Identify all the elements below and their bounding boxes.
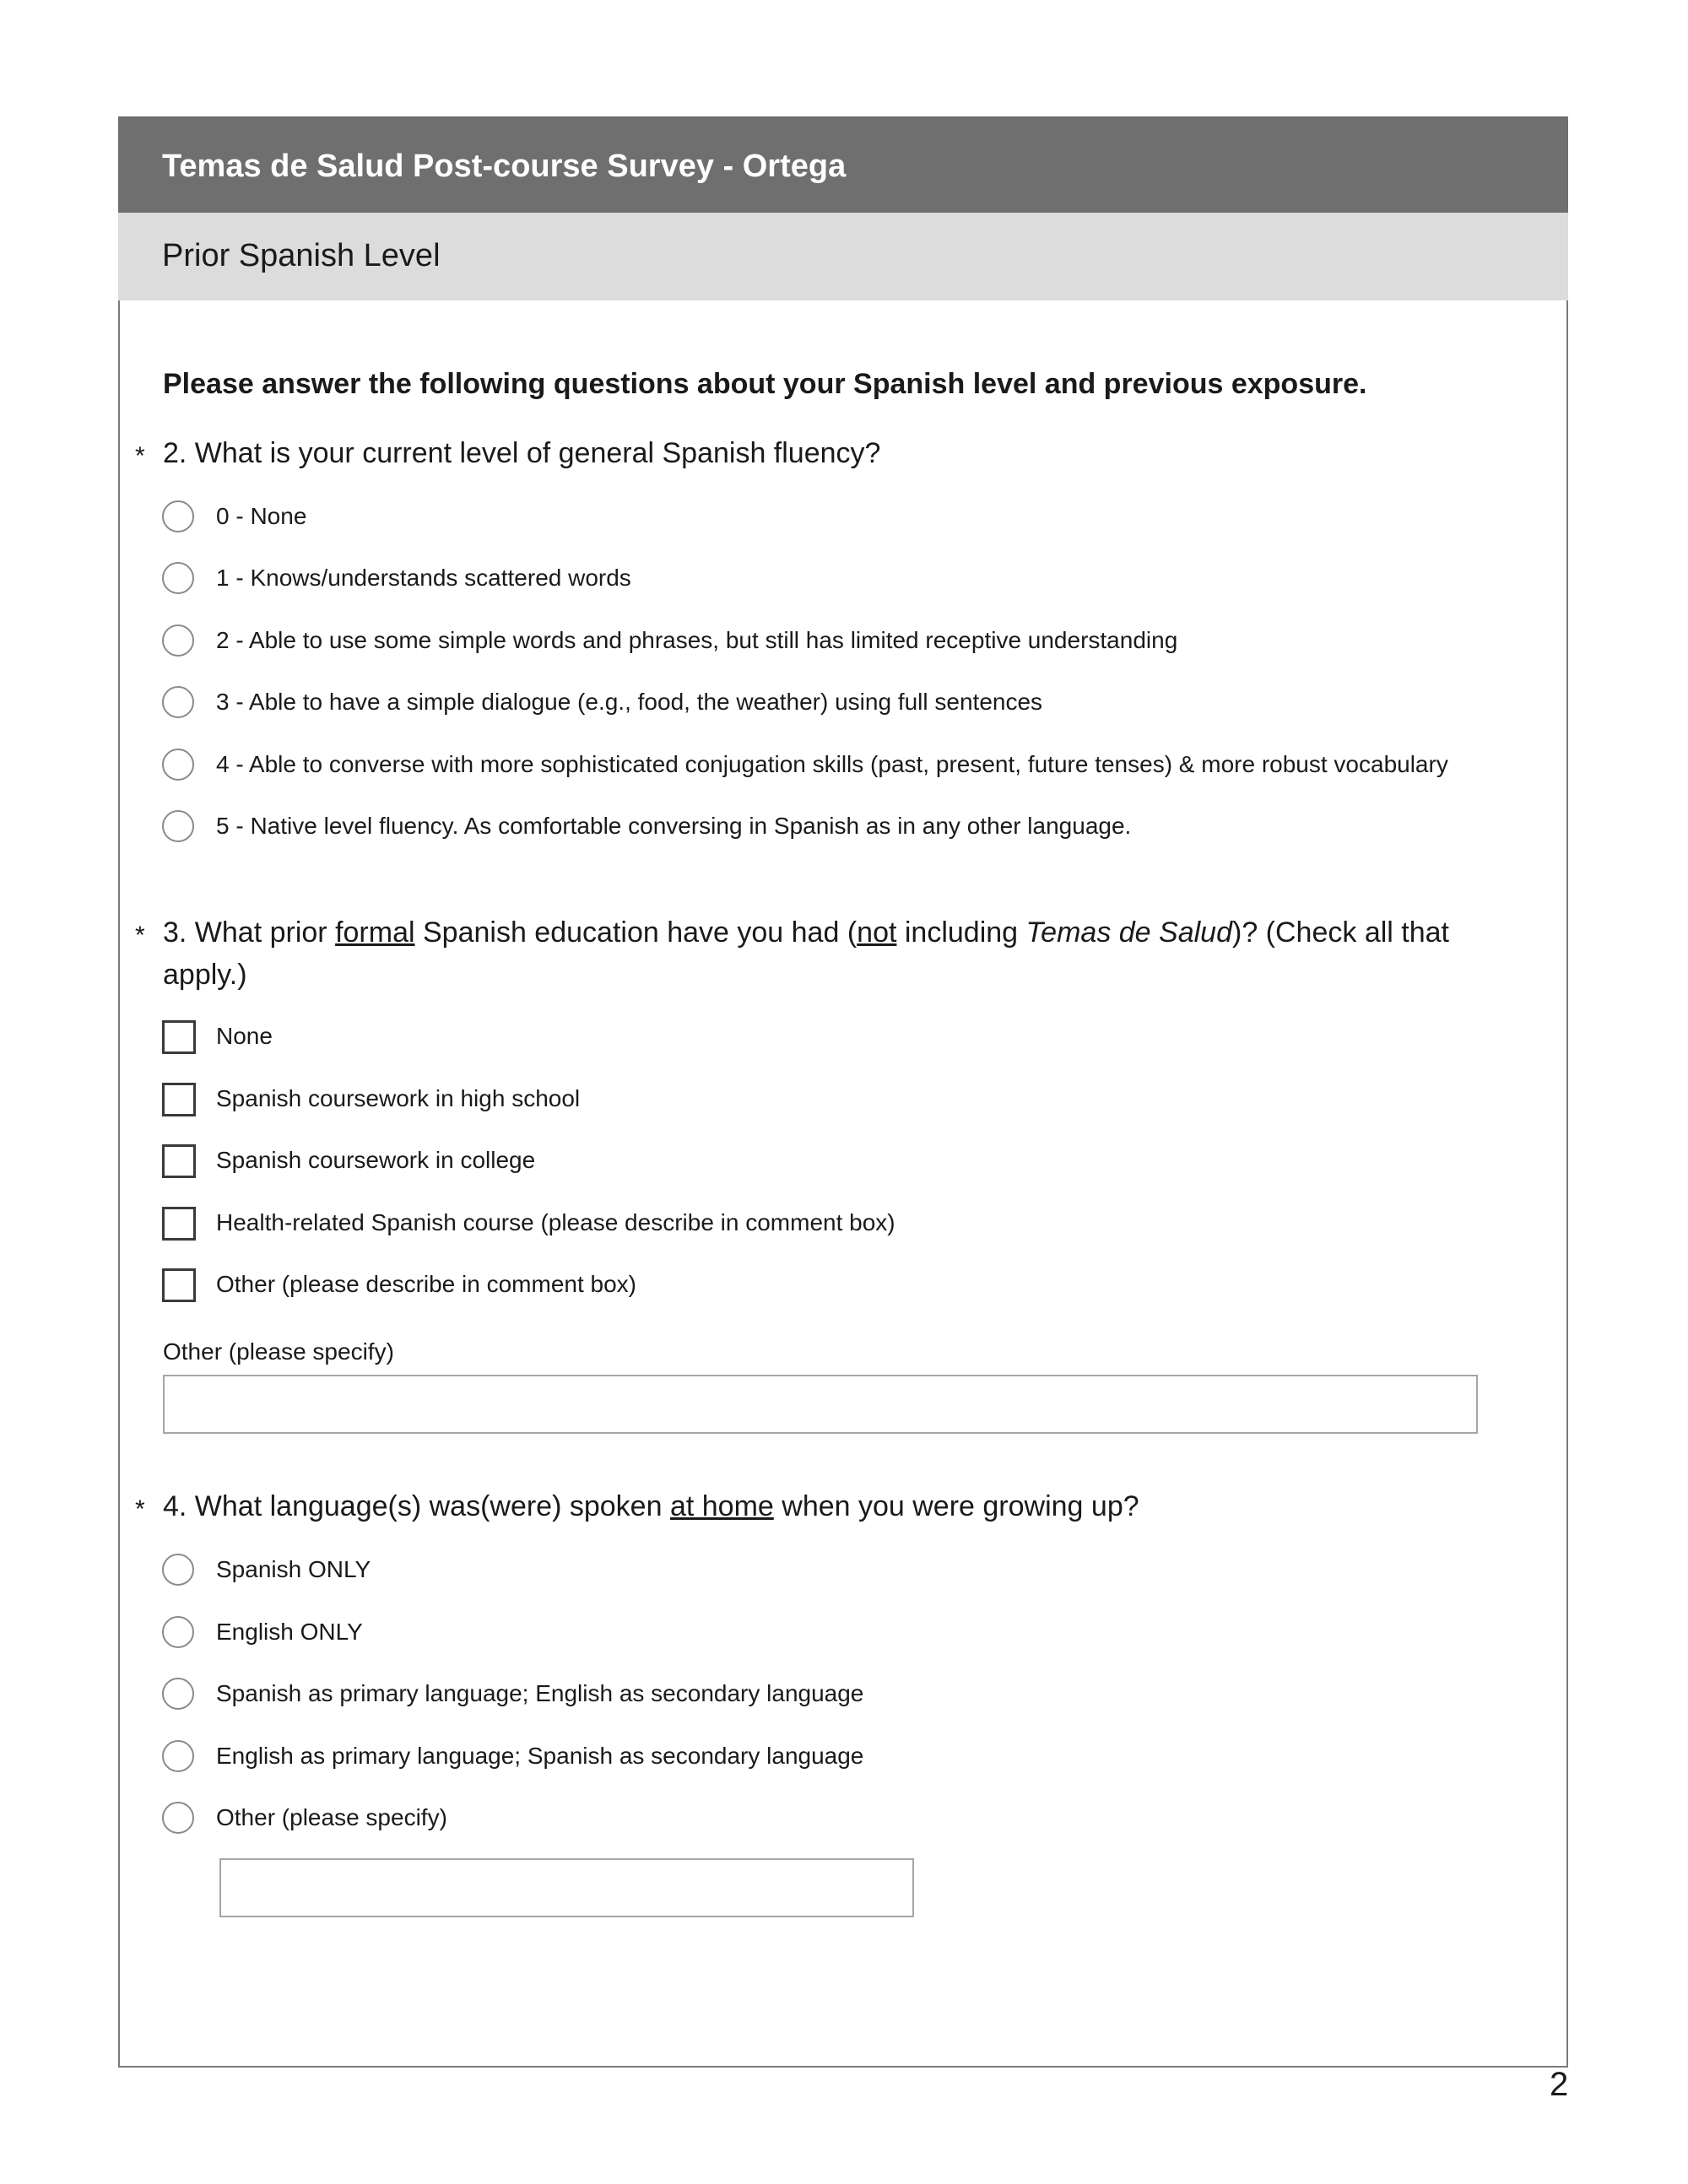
option-label: English ONLY bbox=[216, 1619, 363, 1645]
question-4-text bbox=[163, 1485, 1480, 1527]
question-3-text-part: )? (Check all that apply.) bbox=[163, 916, 1449, 991]
question-3-italic-course: Temas de Salud bbox=[1025, 916, 1232, 949]
option-label: Spanish as primary language; English as secondary language bbox=[216, 1680, 864, 1706]
option-label: Spanish ONLY bbox=[216, 1556, 371, 1582]
radio-button[interactable] bbox=[162, 1802, 194, 1834]
question-3-underline-not: not bbox=[857, 916, 897, 949]
q4-other-input[interactable] bbox=[219, 1858, 914, 1917]
intro-text: Please answer the following questions about your Spanish level and previous exposure. bbox=[163, 368, 1367, 400]
option-label: 4 - Able to converse with more sophisticated conjugation skills (past, present, future tenses) & more robust vocabulary bbox=[216, 751, 1448, 777]
question-3-text-part: including bbox=[896, 916, 1026, 949]
radio-button[interactable] bbox=[162, 562, 194, 594]
radio-button[interactable] bbox=[162, 624, 194, 657]
radio-button[interactable] bbox=[162, 810, 194, 842]
option-label: 5 - Native level fluency. As comfortable conversing in Spanish as in any other language. bbox=[216, 813, 1132, 839]
question-3-text bbox=[163, 911, 1463, 996]
question-3-text-part: 3. What prior bbox=[163, 916, 336, 949]
checkbox[interactable] bbox=[162, 1020, 196, 1054]
radio-button[interactable] bbox=[162, 1678, 194, 1710]
option-label: Other (please describe in comment box) bbox=[216, 1271, 636, 1297]
question-4 bbox=[135, 1485, 1480, 1527]
question-4-text-part: when you were growing up? bbox=[773, 1490, 1139, 1522]
option-label: 3 - Able to have a simple dialogue (e.g., food, the weather) using full sentences bbox=[216, 689, 1043, 715]
option-label: English as primary language; Spanish as secondary language bbox=[216, 1743, 864, 1769]
radio-button[interactable] bbox=[162, 1740, 194, 1772]
radio-button[interactable] bbox=[162, 1616, 194, 1648]
radio-button[interactable] bbox=[162, 686, 194, 718]
question-3 bbox=[135, 911, 1463, 996]
question-3-text-part: Spanish education have you had ( bbox=[414, 916, 858, 949]
q3-other-label: Other (please specify) bbox=[163, 1338, 394, 1365]
option-label: 0 - None bbox=[216, 503, 307, 529]
survey-title-bar bbox=[118, 118, 1568, 213]
option-label: Spanish coursework in college bbox=[216, 1147, 536, 1173]
required-marker: * bbox=[135, 1495, 145, 1523]
checkbox[interactable] bbox=[162, 1268, 196, 1302]
checkbox[interactable] bbox=[162, 1083, 196, 1116]
q3-other-input[interactable] bbox=[163, 1375, 1478, 1434]
checkbox[interactable] bbox=[162, 1207, 196, 1241]
question-4-text-part: 4. What language(s) was(were) spoken bbox=[163, 1490, 670, 1522]
section-header bbox=[118, 213, 1568, 300]
required-marker: * bbox=[135, 442, 145, 470]
radio-button[interactable] bbox=[162, 749, 194, 781]
option-label: None bbox=[216, 1023, 273, 1049]
section-title: Prior Spanish Level bbox=[162, 238, 441, 273]
question-3-underline-formal: formal bbox=[335, 916, 415, 949]
question-2-text: 2. What is your current level of general Spanish fluency? bbox=[163, 437, 881, 469]
question-2 bbox=[135, 432, 1480, 474]
page-number: 2 bbox=[1550, 2066, 1569, 2103]
option-label: Other (please specify) bbox=[216, 1804, 447, 1830]
radio-button[interactable] bbox=[162, 1554, 194, 1586]
option-label: Spanish coursework in high school bbox=[216, 1085, 581, 1111]
option-label: Health-related Spanish course (please describe in comment box) bbox=[216, 1209, 895, 1235]
option-label: 1 - Knows/understands scattered words bbox=[216, 565, 631, 591]
radio-button[interactable] bbox=[162, 500, 194, 532]
question-4-underline-at-home: at home bbox=[669, 1490, 774, 1522]
survey-title: Temas de Salud Post-course Survey - Ortega bbox=[162, 149, 847, 184]
required-marker: * bbox=[135, 922, 145, 949]
option-label: 2 - Able to use some simple words and phrases, but still has limited receptive understanding bbox=[216, 627, 1178, 653]
checkbox[interactable] bbox=[162, 1144, 196, 1178]
